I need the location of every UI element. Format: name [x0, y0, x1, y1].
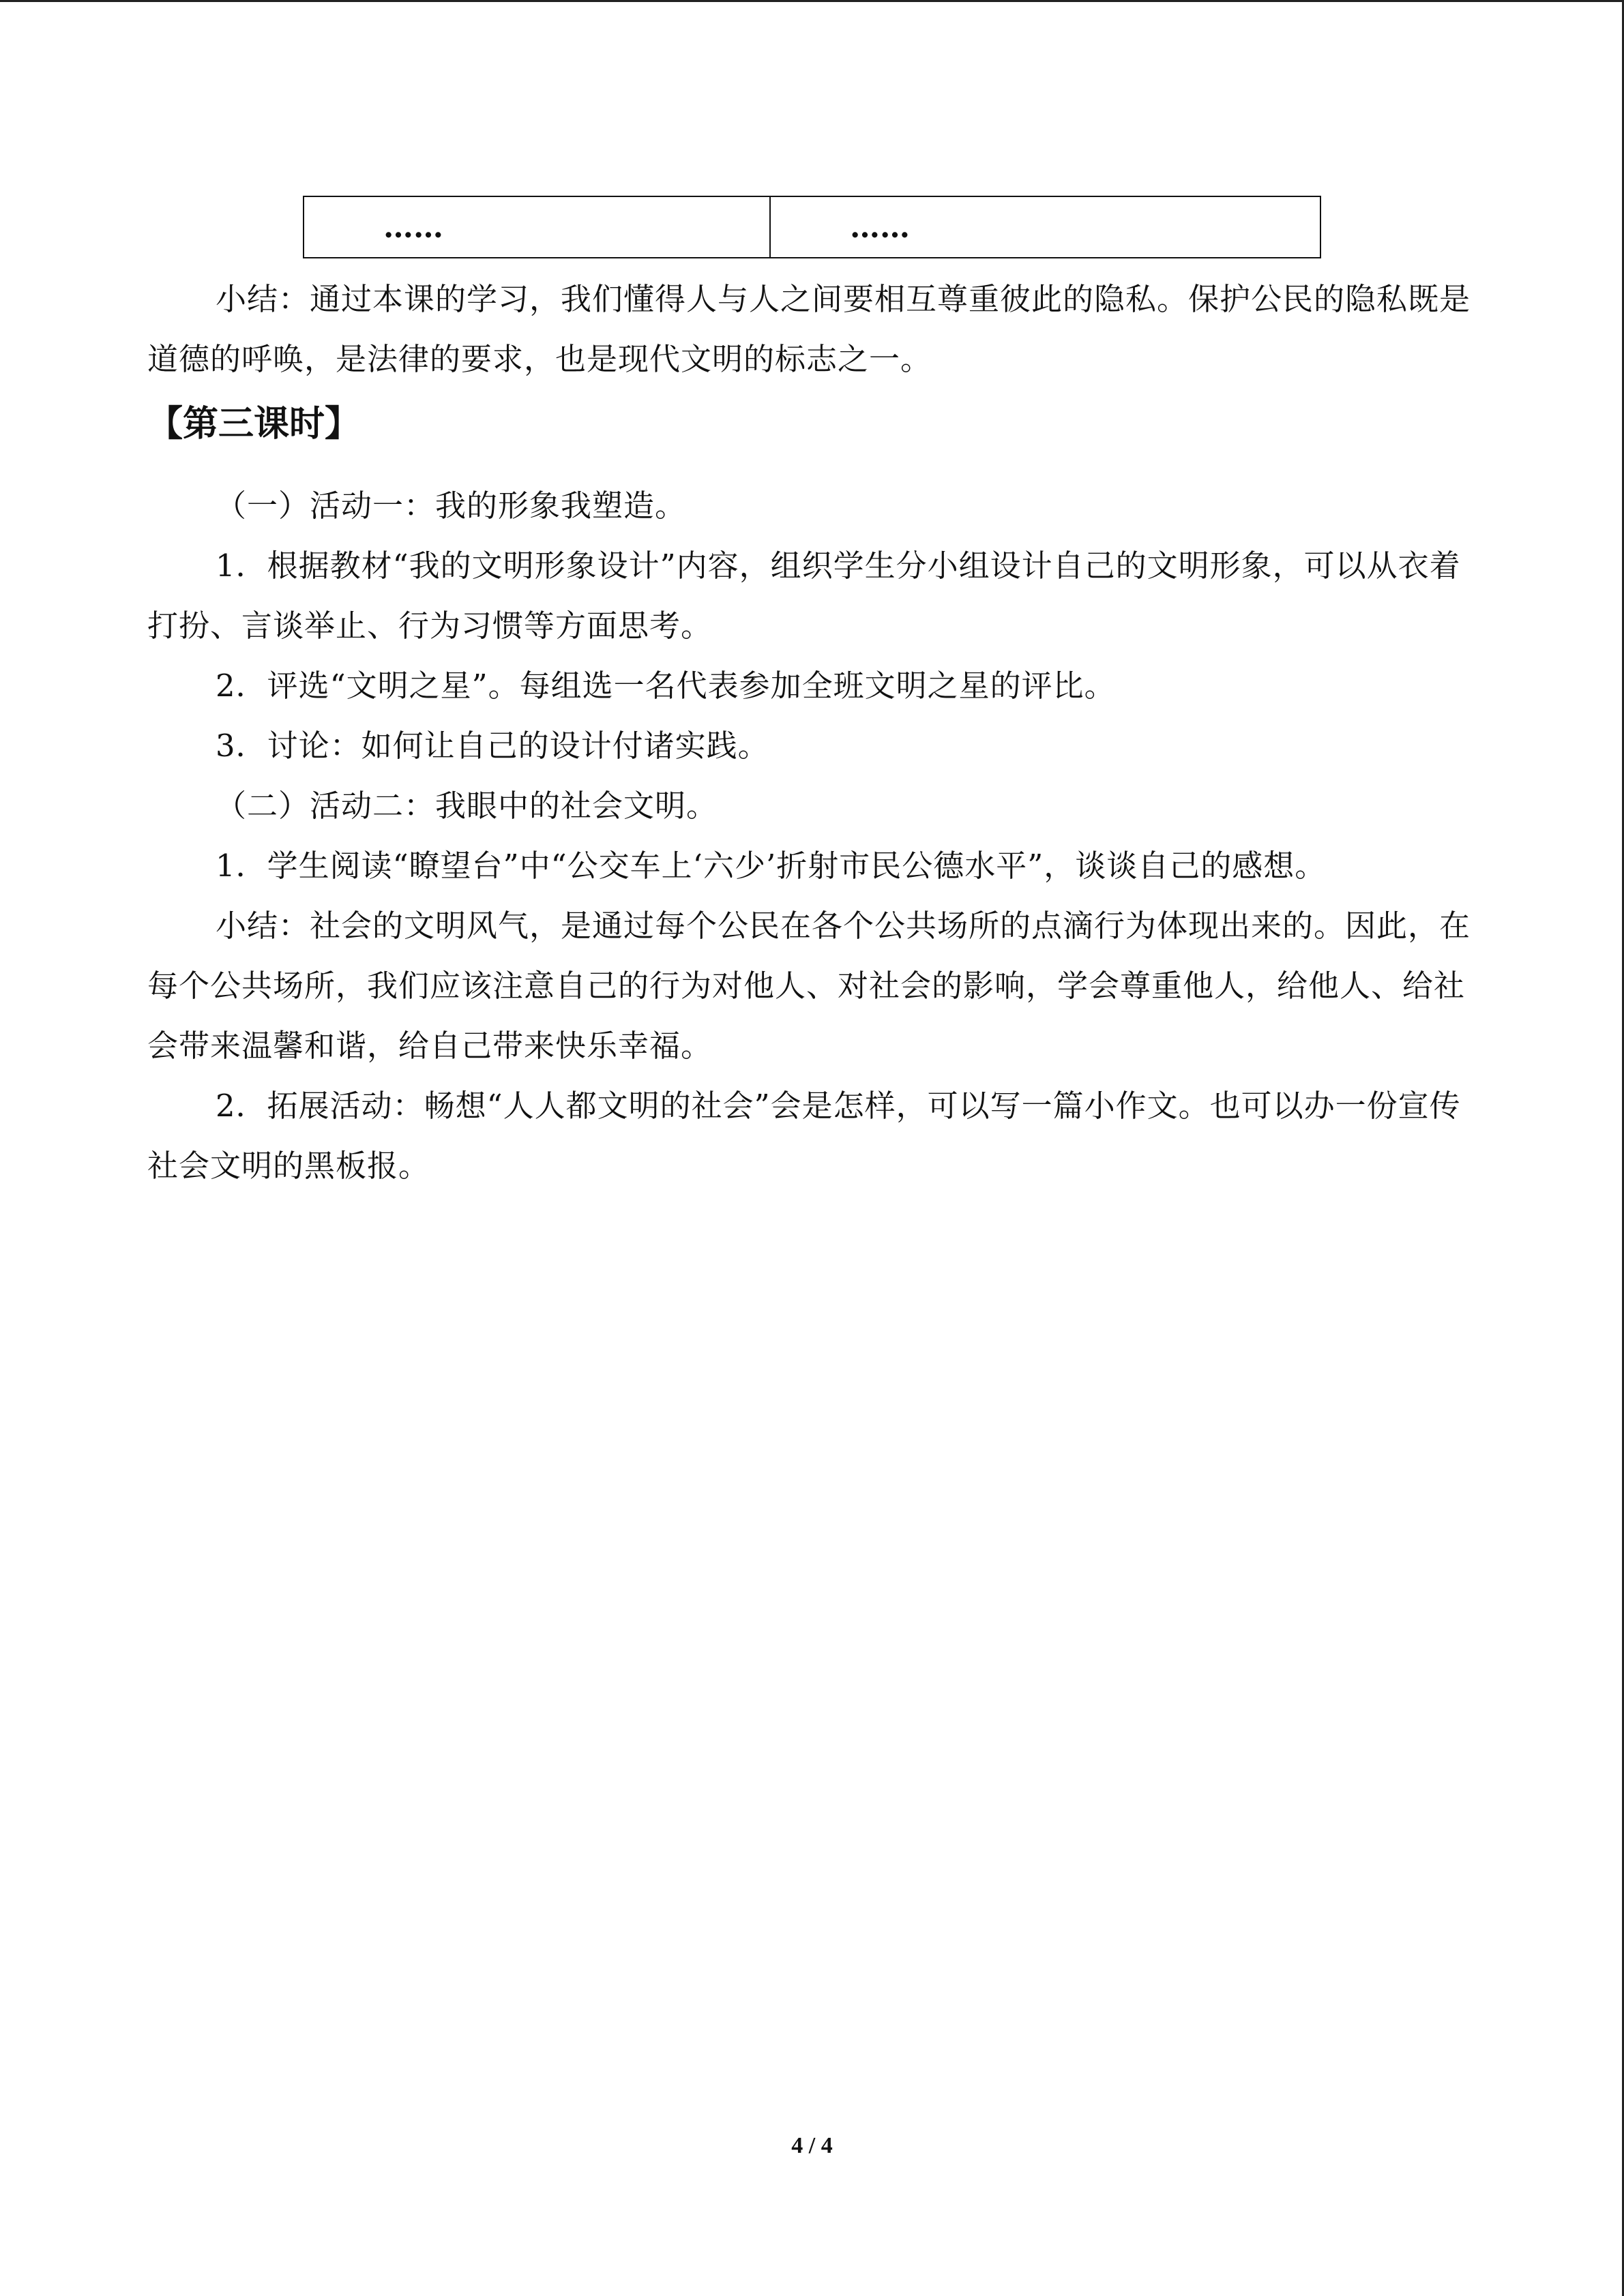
table-cell-left: …… — [304, 196, 770, 258]
activity1-item2: 2．评选“文明之星”。每组选一名代表参加全班文明之星的评比。 — [216, 668, 1116, 704]
table-cell-right: …… — [770, 196, 1320, 258]
activity2-item1: 1．学生阅读“瞭望台”中“公交车上‘六少’折射市民公德水平”，谈谈自己的感想。 — [216, 848, 1327, 884]
section-heading: 【第三课时】 — [147, 404, 361, 445]
activity1-item1: 1．根据教材“我的文明形象设计”内容，组织学生分小组设计自己的文明形象，可以从衣着打扮、言谈举止、行为习惯等方面思考。 — [147, 548, 1461, 644]
continuation-table — [303, 196, 1321, 258]
activity2-summary: 小结：社会的文明风气，是通过每个公民在各个公共场所的点滴行为体现出来的。因此，在每个公共场所，我们应该注意自己的行为对他人、对社会的影响，学会尊重他人，给他人、给社会带来温馨和谐，给自己带来快乐幸福。 — [147, 908, 1471, 1064]
activity1-item3: 3．讨论：如何让自己的设计付诸实践。 — [216, 728, 769, 764]
activity1-title: （一）活动一：我的形象我塑造。 — [216, 488, 687, 524]
activity2-item2: 2．拓展活动：畅想“人人都文明的社会”会是怎样，可以写一篇小作文。也可以办一份宣传社会文明的黑板报。 — [147, 1088, 1461, 1184]
activity2-title: （二）活动二：我眼中的社会文明。 — [216, 788, 718, 824]
summary-paragraph: 小结：通过本课的学习，我们懂得人与人之间要相互尊重彼此的隐私。保护公民的隐私既是道德的呼唤，是法律的要求，也是现代文明的标志之一。 — [147, 281, 1471, 377]
table-row — [304, 196, 1320, 258]
page-number: 4 / 4 — [791, 2133, 833, 2158]
